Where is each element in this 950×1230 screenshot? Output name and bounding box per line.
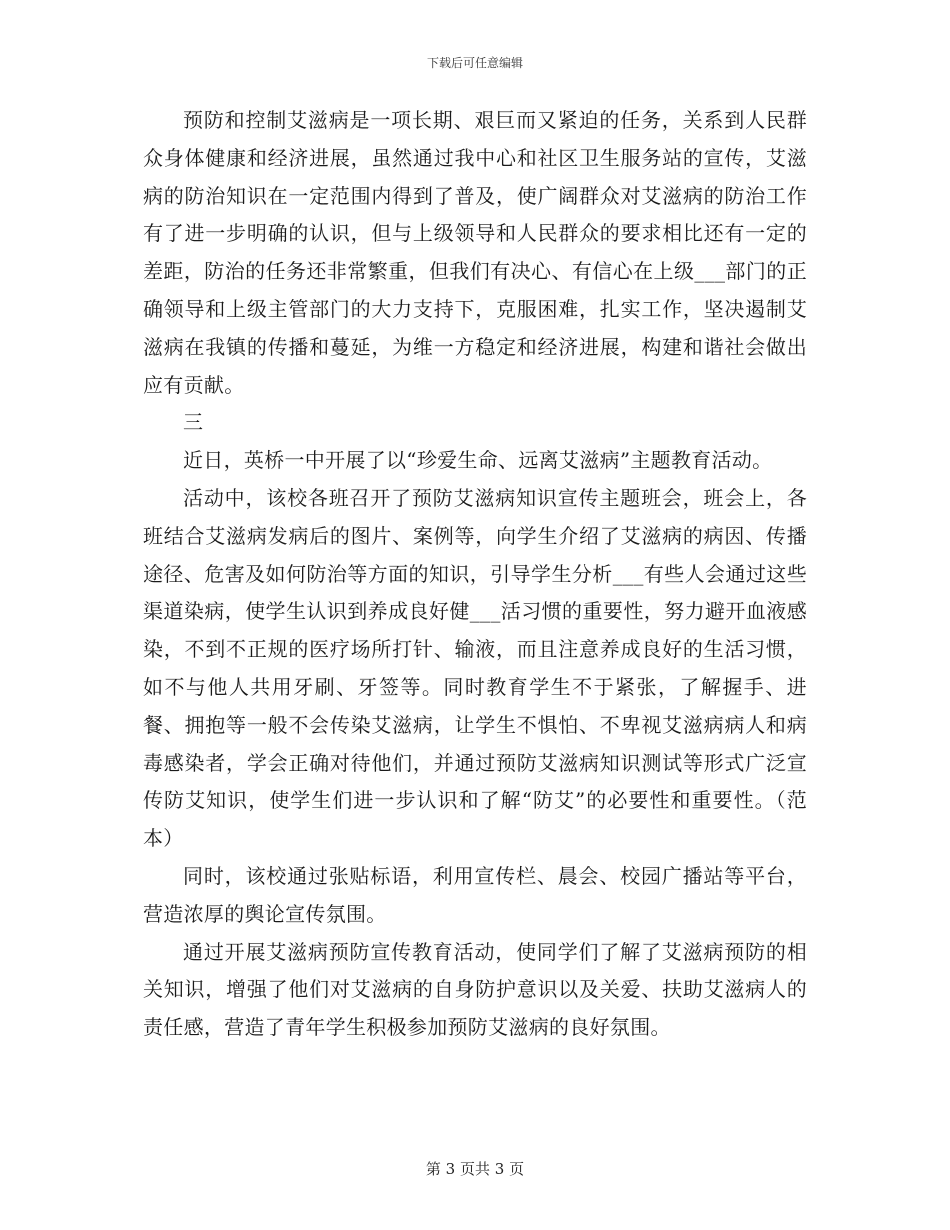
paragraph-class-meeting: 活动中，该校各班召开了预防艾滋病知识宣传主题班会，班会上，各班结合艾滋病发病后的图片、案例等，向学生介绍了艾滋病的病因、传播途径、危害及如何防治等方面的知识，引导学生分析___有些人会通过这些渠道染病，使学生认识到养成良好健___活习惯的重要性，努力避开血液感染，不到不正规的医疗场所打针、输液，而且注意养成良好的生活习惯，如不与他人共用牙刷、牙签等。同时教育学生不于紧张，了解握手、进餐、拥抱等一般不会传染艾滋病，让学生不惧怕、不卑视艾滋病病人和病毒感染者，学会正确对待他们，并通过预防艾滋病知识测试等形式广泛宣传防艾知识，使学生们进一步认识和了解“防艾”的必要性和重要性。（范本）: [143, 485, 807, 851]
page-number: 第 3 页共 3 页: [425, 1160, 525, 1178]
section-heading: 三: [183, 410, 203, 435]
document-body: [143, 102, 807, 1047]
paragraph-conclusion: 通过开展艾滋病预防宣传教育活动，使同学们了解了艾滋病预防的相关知识，增强了他们对艾滋病的自身防护意识以及关爱、扶助艾滋病人的责任感，营造了青年学生积极参加预防艾滋病的良好氛围。: [143, 939, 807, 1040]
page-header: 下载后可任意编辑: [426, 56, 523, 70]
paragraph-activity-intro: 近日，英桥一中开展了以“珍爱生命、远离艾滋病”主题教育活动。: [183, 448, 773, 473]
paragraph-aids-prevention-summary: 预防和控制艾滋病是一项长期、艰巨而又紧迫的任务，关系到人民群众身体健康和经济进展，虽然通过我中心和社区卫生服务站的宣传，艾滋病的防治知识在一定范围内得到了普及，使广阔群众对艾滋病的防治工作有了进一步明确的认识，但与上级领导和人民群众的要求相比还有一定的差距，防治的任务还非常繁重，但我们有决心、有信心在上级___部门的正确领导和上级主管部门的大力支持下，克服困难，扎实工作，坚决遏制艾滋病在我镇的传播和蔓延，为维一方稳定和经济进展，构建和谐社会做出应有贡献。: [143, 108, 807, 397]
paragraph-publicity: 同时，该校通过张贴标语，利用宣传栏、晨会、校园广播站等平台，营造浓厚的舆论宣传氛围。: [143, 863, 807, 926]
